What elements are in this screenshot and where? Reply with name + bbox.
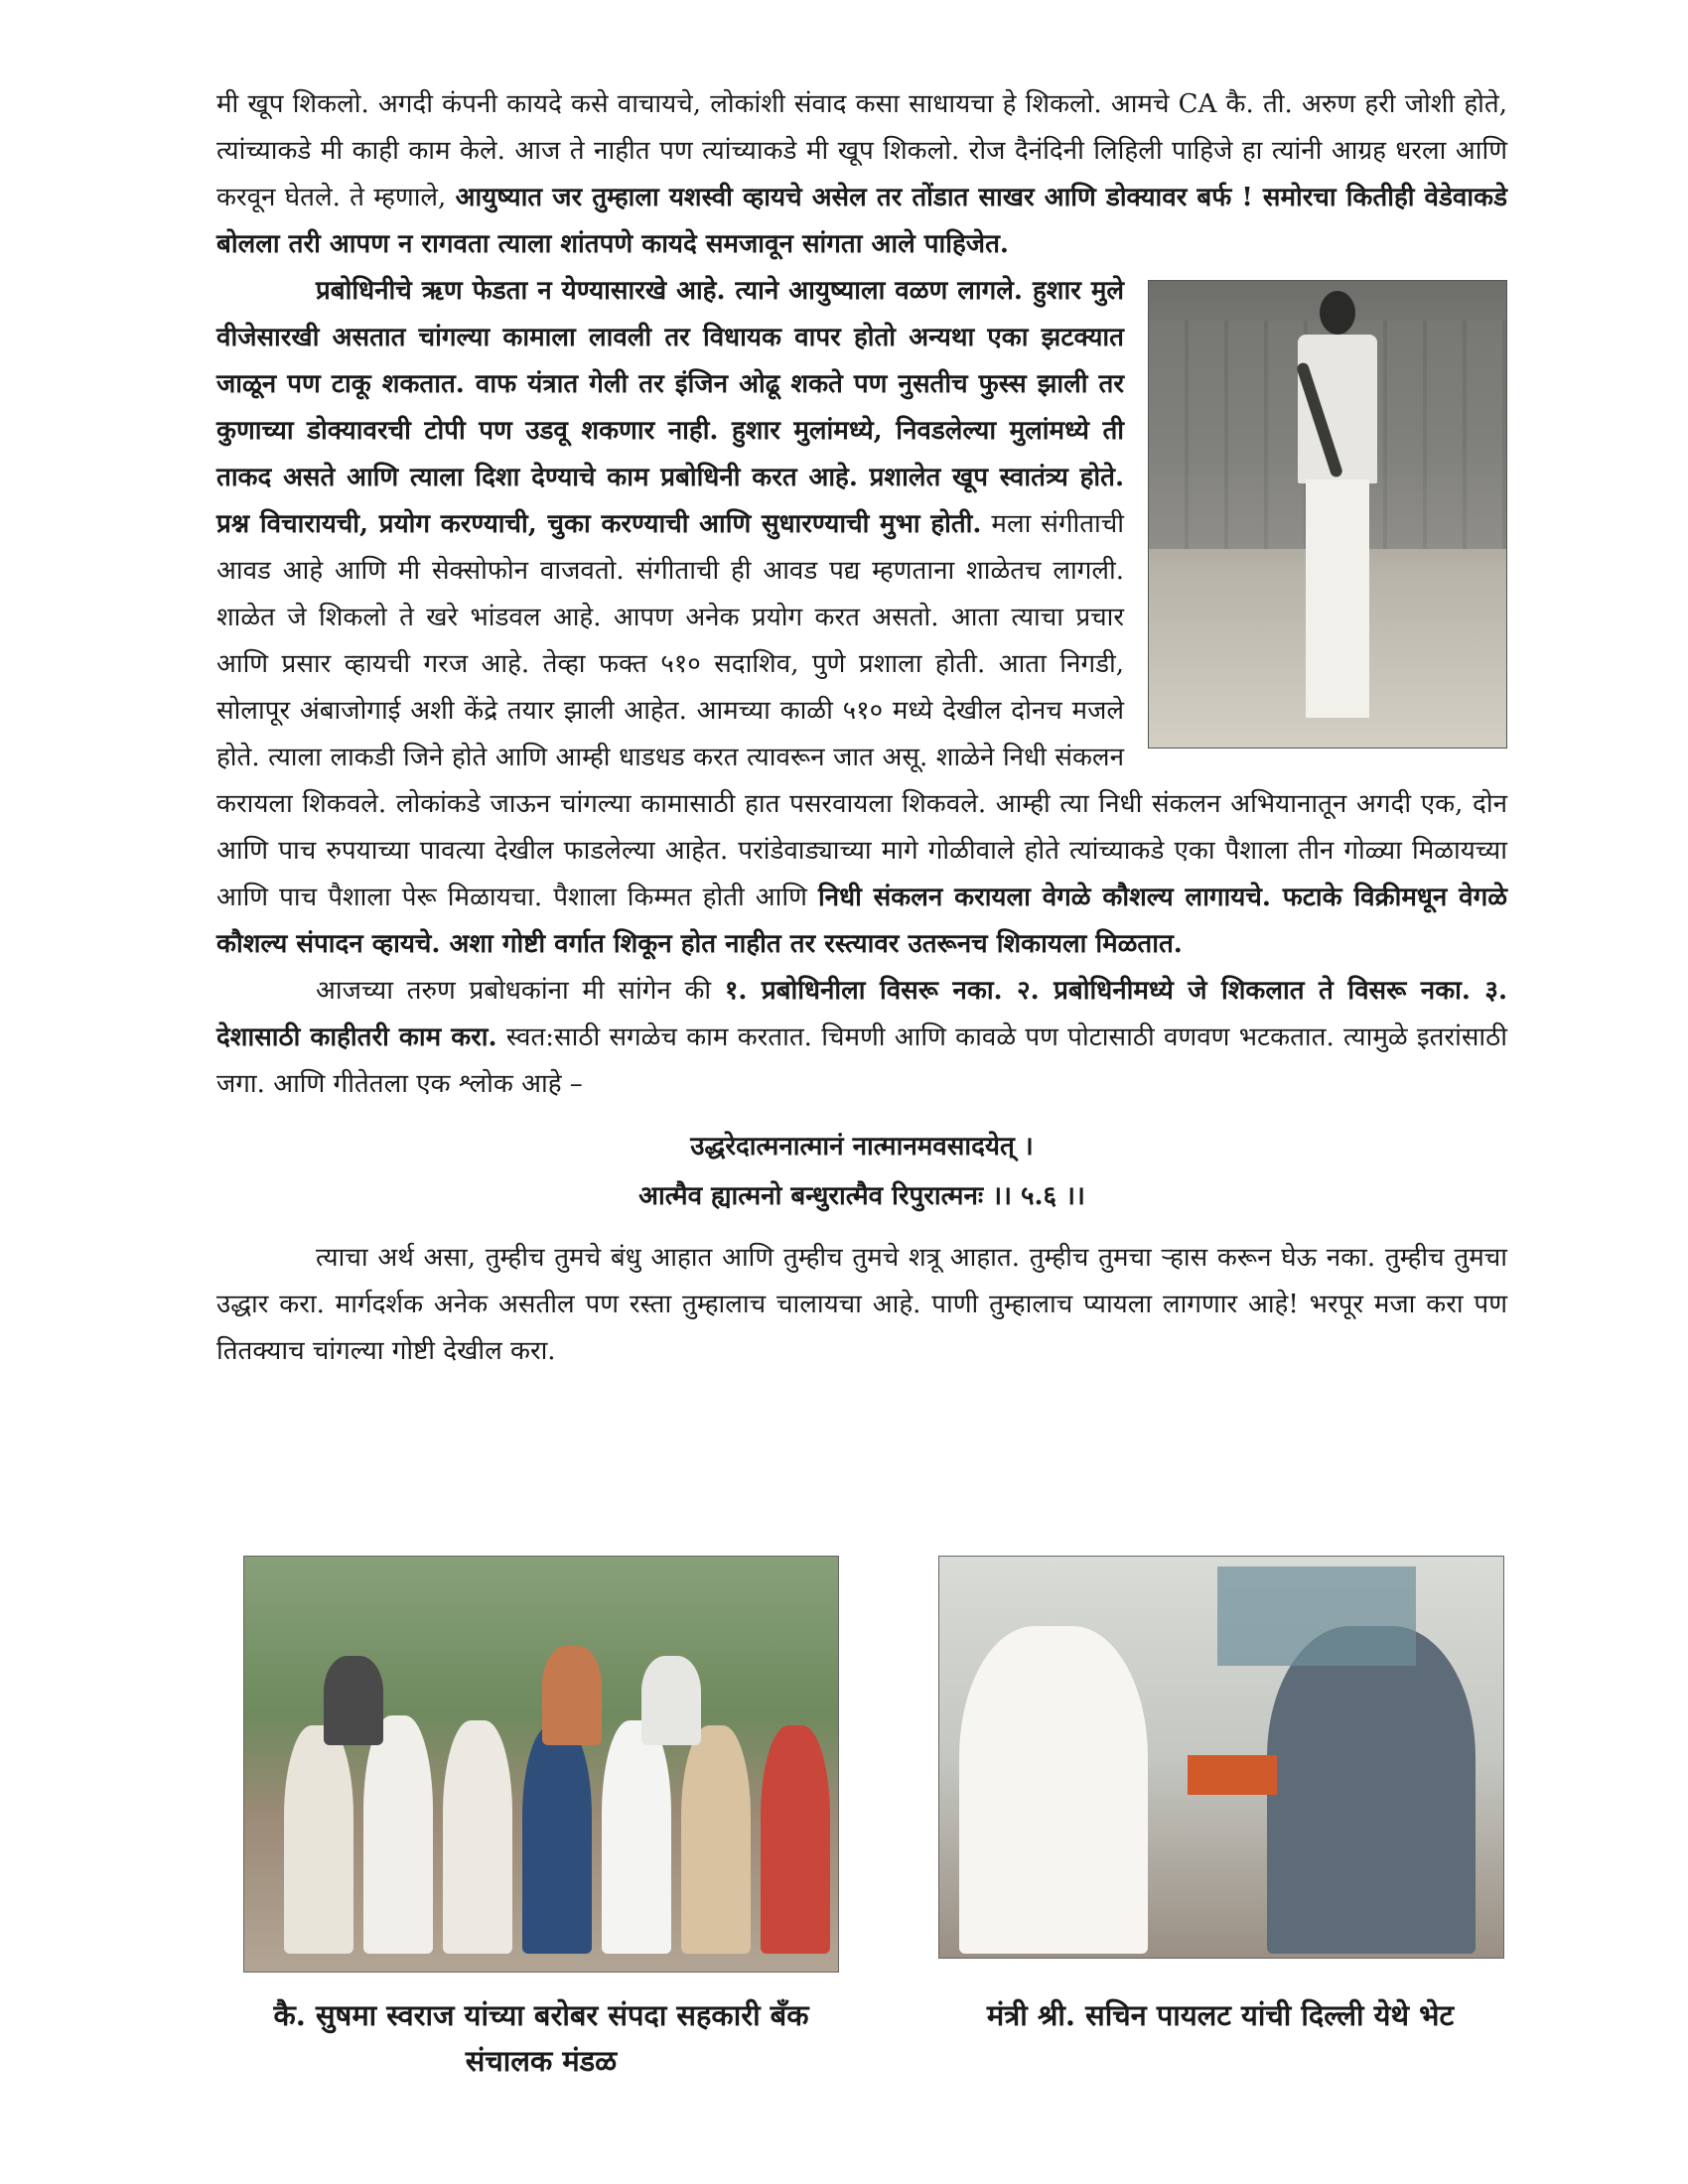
paragraph-3	[216, 968, 1507, 1108]
shloka-line-2: आत्मैव ह्यात्मनो बन्धुरात्मैव रिपुरात्मनः ।। ५.६ ।।	[638, 1181, 1085, 1211]
meeting-photo-caption: मंत्री श्री. सचिन पायलट यांची दिल्ली येथे भेट	[986, 1998, 1455, 2032]
paragraph-3-text: आजच्या तरुण प्रबोधकांना मी सांगेन की	[316, 976, 725, 1006]
photo-gallery	[243, 1556, 1514, 2112]
paragraph-1-text: मी खूप शिकलो. अगदी कंपनी कायदे कसे वाचायचे, लोकांशी संवाद कसा साधायचा हे शिकलो. आमचे CA कै. ती. अरुण हरी जोशी होते, त्यांच्याकडे मी काही काम केले. आज ते नाहीत पण त्यांच्याकडे मी खूप शिकलो. रोज दैनंदिनी लिहिली पाहिजे हा त्यांनी आग्रह धरला आणि करवून घेतले. ते म्हणाले,	[216, 89, 1507, 212]
paragraph-1-bold: आयुष्यात जर तुम्हाला यशस्वी व्हायचे असेल तर तोंडात साखर आणि डोक्यावर बर्फ ! समोरचा कितीही वेडेवाकडे बोलला तरी आपण न रागवता त्याला शांतपणे कायदे समजावून सांगता आले पाहिजेत.	[216, 183, 1507, 259]
shloka-line-1: उद्धरेदात्मनात्मानं नात्मानमवसादयेत् ।	[690, 1132, 1034, 1161]
paragraph-2-text: मला संगीताची आवड आहे आणि मी सेक्सोफोन वाजवतो. संगीताची ही आवड पद्य म्हणताना शाळेतच लागली. शाळेत जे शिकलो ते खरे भांडवल आहे. आपण अनेक प्रयोग करत असतो. आता त्याचा प्रचार आणि प्रसार व्हायची गरज आहे. तेव्हा फक्त ५१० सदाशिव, पुणे प्रशाला होती. आता निगडी, सोलापूर अंबाजोगाई अशी केंद्रे तयार झाली आहेत. आमच्या काळी ५१० मध्ये देखील दोनच मजले होते. त्याला लाकडी जिने होते आणि आम्ही धाडधड करत त्यावरून जात असू. शाळेने निधी संकलन करायला शिकवले. लोकांकडे जाऊन चांगल्या कामासाठी हात पसरवायला शिकवले. आम्ही त्या निधी संकलन अभियानातून अगदी एक, दोन आणि पाच रुपयाच्या पावत्या देखील फाडलेल्या आहेत. परांडेवाड्याच्या मागे गोळीवाले होते त्यांच्याकडे एका पैशाला तीन गोळ्या मिळायच्या आणि पाच पैशाला पेरू मिळायचा. पैशाला किम्मत होती आणि	[216, 509, 1507, 912]
article-body	[216, 81, 1507, 1375]
group-photo	[243, 1556, 839, 1973]
meeting-photo	[938, 1556, 1504, 1959]
paragraph-2-bold-end: निधी संकलन करायला वेगळे कौशल्य लागायचे. फटाके विक्रीमधून वेगळे कौशल्य संपादन व्हायचे. अशा गोष्टी वर्गात शिकून होत नाहीत तर रस्त्यावर उतरूनच शिकायला मिळतात.	[216, 883, 1507, 959]
paragraph-1	[216, 81, 1507, 268]
paragraph-3-text-end: स्वत:साठी सगळेच काम करतात. चिमणी आणि कावळे पण पोटासाठी वणवण भटकतात. त्यामुळे इतरांसाठी जगा. आणि गीतेतला एक श्लोक आहे –	[216, 1023, 1508, 1099]
group-photo-caption: कै. सुषमा स्वराज यांच्या बरोबर संपदा सहकारी बँक संचालक मंडळ	[273, 1998, 809, 2078]
paragraph-2-bold: प्रबोधिनीचे ऋण फेडता न येण्यासारखे आहे. त्याने आयुष्याला वळण लागले. हुशार मुले वीजेसारखी असतात चांगल्या कामाला लावली तर विधायक वापर होतो अन्यथा एका झटक्यात जाळून पण टाकू शकतात. वाफ यंत्रात गेली तर इंजिन ओढू शकते पण नुसतीच फुस्स झाली तर कुणाच्या डोक्यावरची टोपी पण उडवू शकणार नाही. हुशार मुलांमध्ये, निवडलेल्या मुलांमध्ये ती ताकद असते आणि त्याला दिशा देण्याचे काम प्रबोधिनी करत आहे. प्रशालेत खूप स्वातंत्र्य होते. प्रश्न विचारायची, प्रयोग करण्याची, चुका करण्याची आणि सुधारण्याची मुभा होती.	[216, 276, 1124, 539]
paragraph-3-bold: १. प्रबोधिनीला विसरू नका. २. प्रबोधिनीमध्ये जे शिकलात ते विसरू नका. ३. देशासाठी काहीतरी काम करा.	[216, 976, 1507, 1052]
saxophone-portrait-photo	[1148, 280, 1507, 749]
paragraph-4: त्याचा अर्थ असा, तुम्हीच तुमचे बंधु आहात आणि तुम्हीच तुमचे शत्रू आहात. तुम्हीच तुमचा ऱ्हास करून घेऊ नका. तुम्हीच तुमचा उद्धार करा. मार्गदर्शक अनेक असतील पण रस्ता तुम्हालाच चालायचा आहे. पाणी तुम्हालाच प्यायला लागणार आहे! भरपूर मजा करा पण तितक्याच चांगल्या गोष्टी देखील करा.	[216, 1243, 1507, 1366]
gita-shloka	[216, 1122, 1507, 1221]
